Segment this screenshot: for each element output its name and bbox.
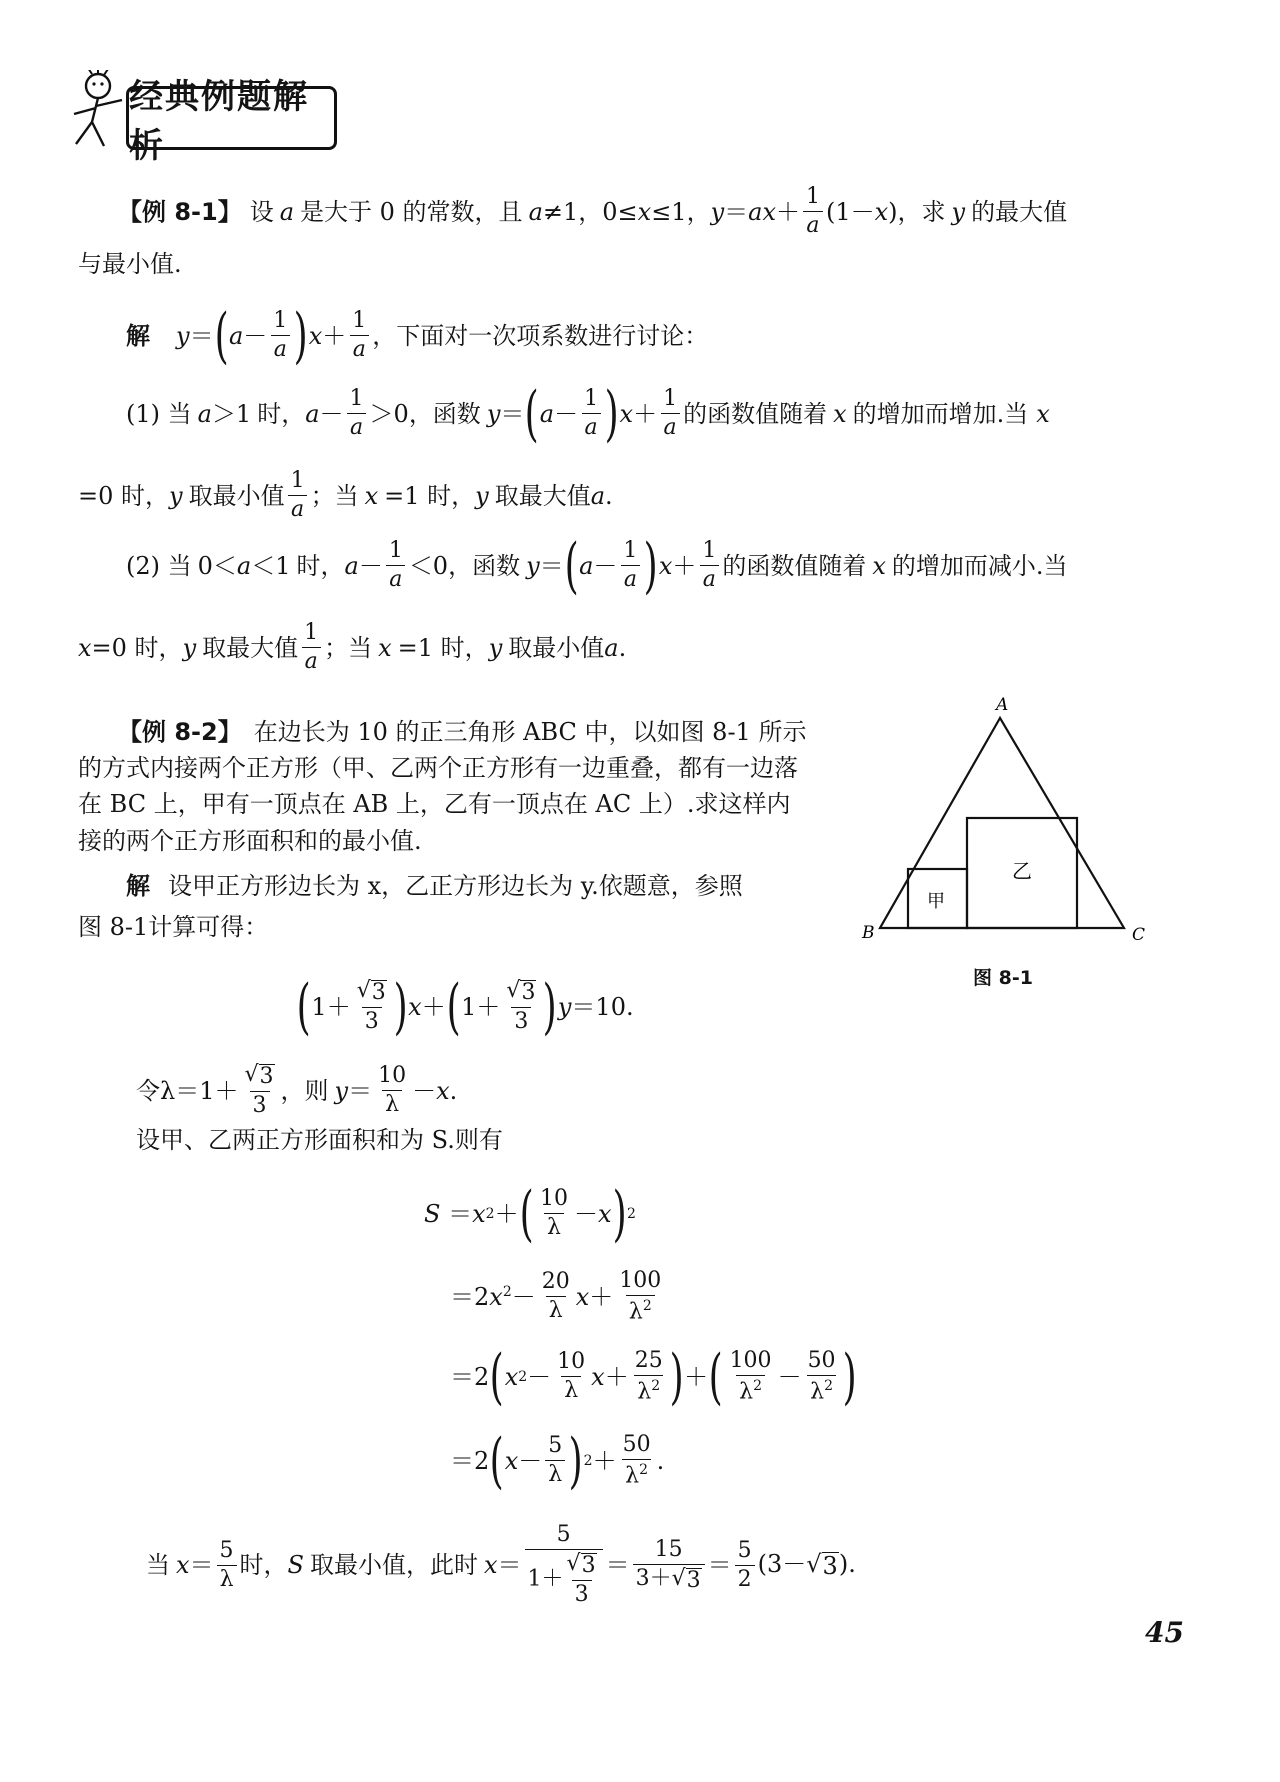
figure-8-1: [860, 690, 1180, 950]
example2-solution-line2: 图 8-1计算可得：: [78, 913, 269, 941]
example2-stem-line1: 【例 8-2】 在边长为 10 的正三角形 ABC 中，以如图 8-1 所示: [118, 718, 807, 746]
triangle-abc: [880, 718, 1124, 928]
equation-s1: S ＝ x 2 ＋ ( $\frac{10}{\lambda}$ － x ) 2: [424, 1178, 636, 1249]
equation-constraint: ( 1＋ √ 3 3 ) x ＋ ( 1＋ √ 3 3 ) y ＝10.: [296, 971, 634, 1042]
equation-s4: ＝2 ( x － $\frac{5}{\lambda}$ ) 2 ＋ $\frac{50}{\lambda^2}$ .: [450, 1425, 665, 1496]
example2-stem-line2: 的方式内接两个正方形（甲、乙两个正方形有一边重叠，都有一边落: [78, 754, 798, 782]
vertex-c-label: C: [1132, 925, 1146, 945]
example2-stem-line3: 在 BC 上，甲有一顶点在 AB 上，乙有一顶点在 AC 上）.求这样内: [78, 790, 791, 818]
final-answer: 当 x＝ $\frac{5}{\lambda}$ 时， S 取最小值，此时 x＝ 5 1＋ √ 3 3 ＝ 15 3＋√ 3 ＝ $\frac{5}{2}$ (3－√ 3 ).: [146, 1522, 856, 1607]
example1-stem-line2: 与最小值.: [78, 250, 182, 278]
example1-stem: 【例 8-1】 设 a 是大于 0 的常数，且 a≠1，0≤x≤1，y＝ax＋ $\frac{1}{a}$ (1－x) ，求 y 的最大值: [118, 184, 1068, 238]
equation-s3: ＝2 ( x 2 － $\frac{10}{\lambda}$ x ＋ $\frac{25}{\lambda^2}$ ) ＋ ( $\frac{100}{\lambda^2}$ － $\frac{50}{\lambda^2}$ ): [450, 1341, 857, 1412]
sum-intro: 设甲、乙两正方形面积和为 S.则有: [136, 1126, 503, 1154]
example1-case2-line2: x =0 时， y 取最大值 $\frac{1}{a}$ ；当 x =1 时， y 取最小值 a.: [78, 620, 627, 674]
example1-case1-line2: =0 时， y 取最小值 $\frac{1}{a}$ ；当 x =1 时， y 取最大值 a.: [78, 468, 613, 522]
example1-case2: (2) 当 0＜a＜1 时， a － $\frac{1}{a}$ ＜0 ，函数 y＝ ( a － $\frac{1}{a}$ ) x ＋ $\frac{1}{a}$ 的函数值随着 x 的增加而减小.当: [126, 530, 1068, 601]
vertex-b-label: B: [862, 923, 875, 943]
square-jia-label: 甲: [927, 891, 945, 912]
page-number: 45: [1145, 1616, 1184, 1649]
equation-s2: $=2x^2-$ $\frac{20}{\lambda}$ x ＋ $\frac{100}{\lambda^2}$: [450, 1268, 662, 1325]
equation-lambda: 令 λ＝1＋ √ 3 3 ，则 y＝ $\frac{10}{\lambda}$ －x.: [136, 1062, 458, 1118]
figure-caption: 图 8-1: [973, 967, 1033, 989]
example1-tag: 【例 8-1】: [118, 197, 242, 226]
section-title: 经典例题解析: [126, 86, 337, 150]
example1-case1: (1) 当 a＞1 时， a － $\frac{1}{a}$ ＞0 ，函数 y＝ ( a － $\frac{1}{a}$ ) x ＋ $\frac{1}{a}$ 的函数值随着 x 的增加而增加.当 x: [126, 378, 1050, 449]
example2-solution-line1: 解 设甲正方形边长为 x，乙正方形边长为 y.依题意，参照: [126, 872, 743, 900]
vertex-a-label: A: [996, 695, 1009, 715]
square-yi-label: 乙: [1012, 859, 1032, 883]
example2-stem-line4: 接的两个正方形面积和的最小值.: [78, 827, 422, 855]
example1-solution: 解 y＝ ( a － $\frac{1}{a}$ ) x ＋ $\frac{1}{a}$ ，下面对一次项系数进行讨论：: [126, 300, 709, 371]
